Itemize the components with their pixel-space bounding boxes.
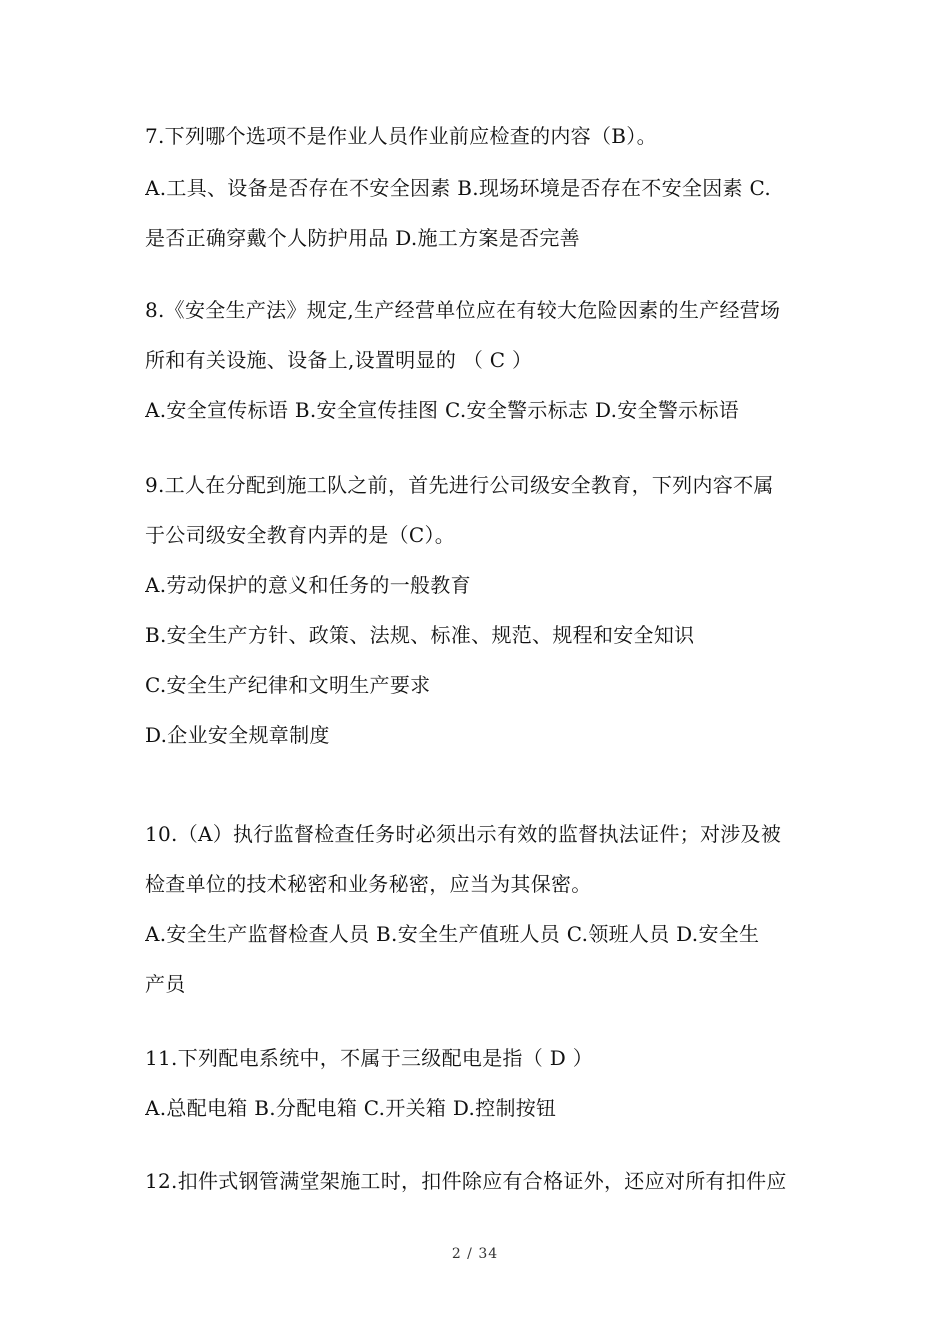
- question-10-line-1: 10.（A）执行监督检查任务时必须出示有效的监督执法证件；对涉及被: [145, 822, 782, 846]
- question-8-line-2: 所和有关设施、设备上,设置明显的 （ C ）: [145, 348, 533, 372]
- question-9-line-3: A.劳动保护的意义和任务的一般教育: [145, 573, 471, 597]
- question-10-line-3: A.安全生产监督检查人员 B.安全生产值班人员 C.领班人员 D.安全生: [145, 922, 760, 946]
- question-7-line-2: A.工具、设备是否存在不安全因素 B.现场环境是否存在不安全因素 C.: [145, 176, 772, 200]
- question-8-line-1: 8.《安全生产法》规定,生产经营单位应在有较大危险因素的生产经营场: [145, 298, 781, 322]
- question-9-line-4: B.安全生产方针、政策、法规、标准、规范、规程和安全知识: [145, 623, 695, 647]
- question-12-line-1: 12.扣件式钢管满堂架施工时，扣件除应有合格证外，还应对所有扣件应: [145, 1169, 787, 1193]
- question-9-line-2: 于公司级安全教育内弄的是（C）。: [145, 523, 456, 547]
- question-11-line-2: A.总配电箱 B.分配电箱 C.开关箱 D.控制按钮: [145, 1096, 557, 1120]
- question-11-line-1: 11.下列配电系统中，不属于三级配电是指（ D ）: [145, 1046, 594, 1070]
- question-7-line-3: 是否正确穿戴个人防护用品 D.施工方案是否完善: [145, 226, 580, 250]
- question-9-line-6: D.企业安全规章制度: [145, 723, 330, 747]
- question-10-line-4: 产员: [145, 972, 186, 996]
- question-9-line-5: C.安全生产纪律和文明生产要求: [145, 673, 431, 697]
- question-10-line-2: 检查单位的技术秘密和业务秘密，应当为其保密。: [145, 872, 592, 896]
- question-9-line-1: 9.工人在分配到施工队之前，首先进行公司级安全教育，下列内容不属: [145, 473, 774, 497]
- question-7-line-1: 7.下列哪个选项不是作业人员作业前应检查的内容（B）。: [145, 124, 657, 148]
- page-number: 2 / 34: [451, 1246, 499, 1262]
- question-8-line-3: A.安全宣传标语 B.安全宣传挂图 C.安全警示标志 D.安全警示标语: [145, 398, 740, 422]
